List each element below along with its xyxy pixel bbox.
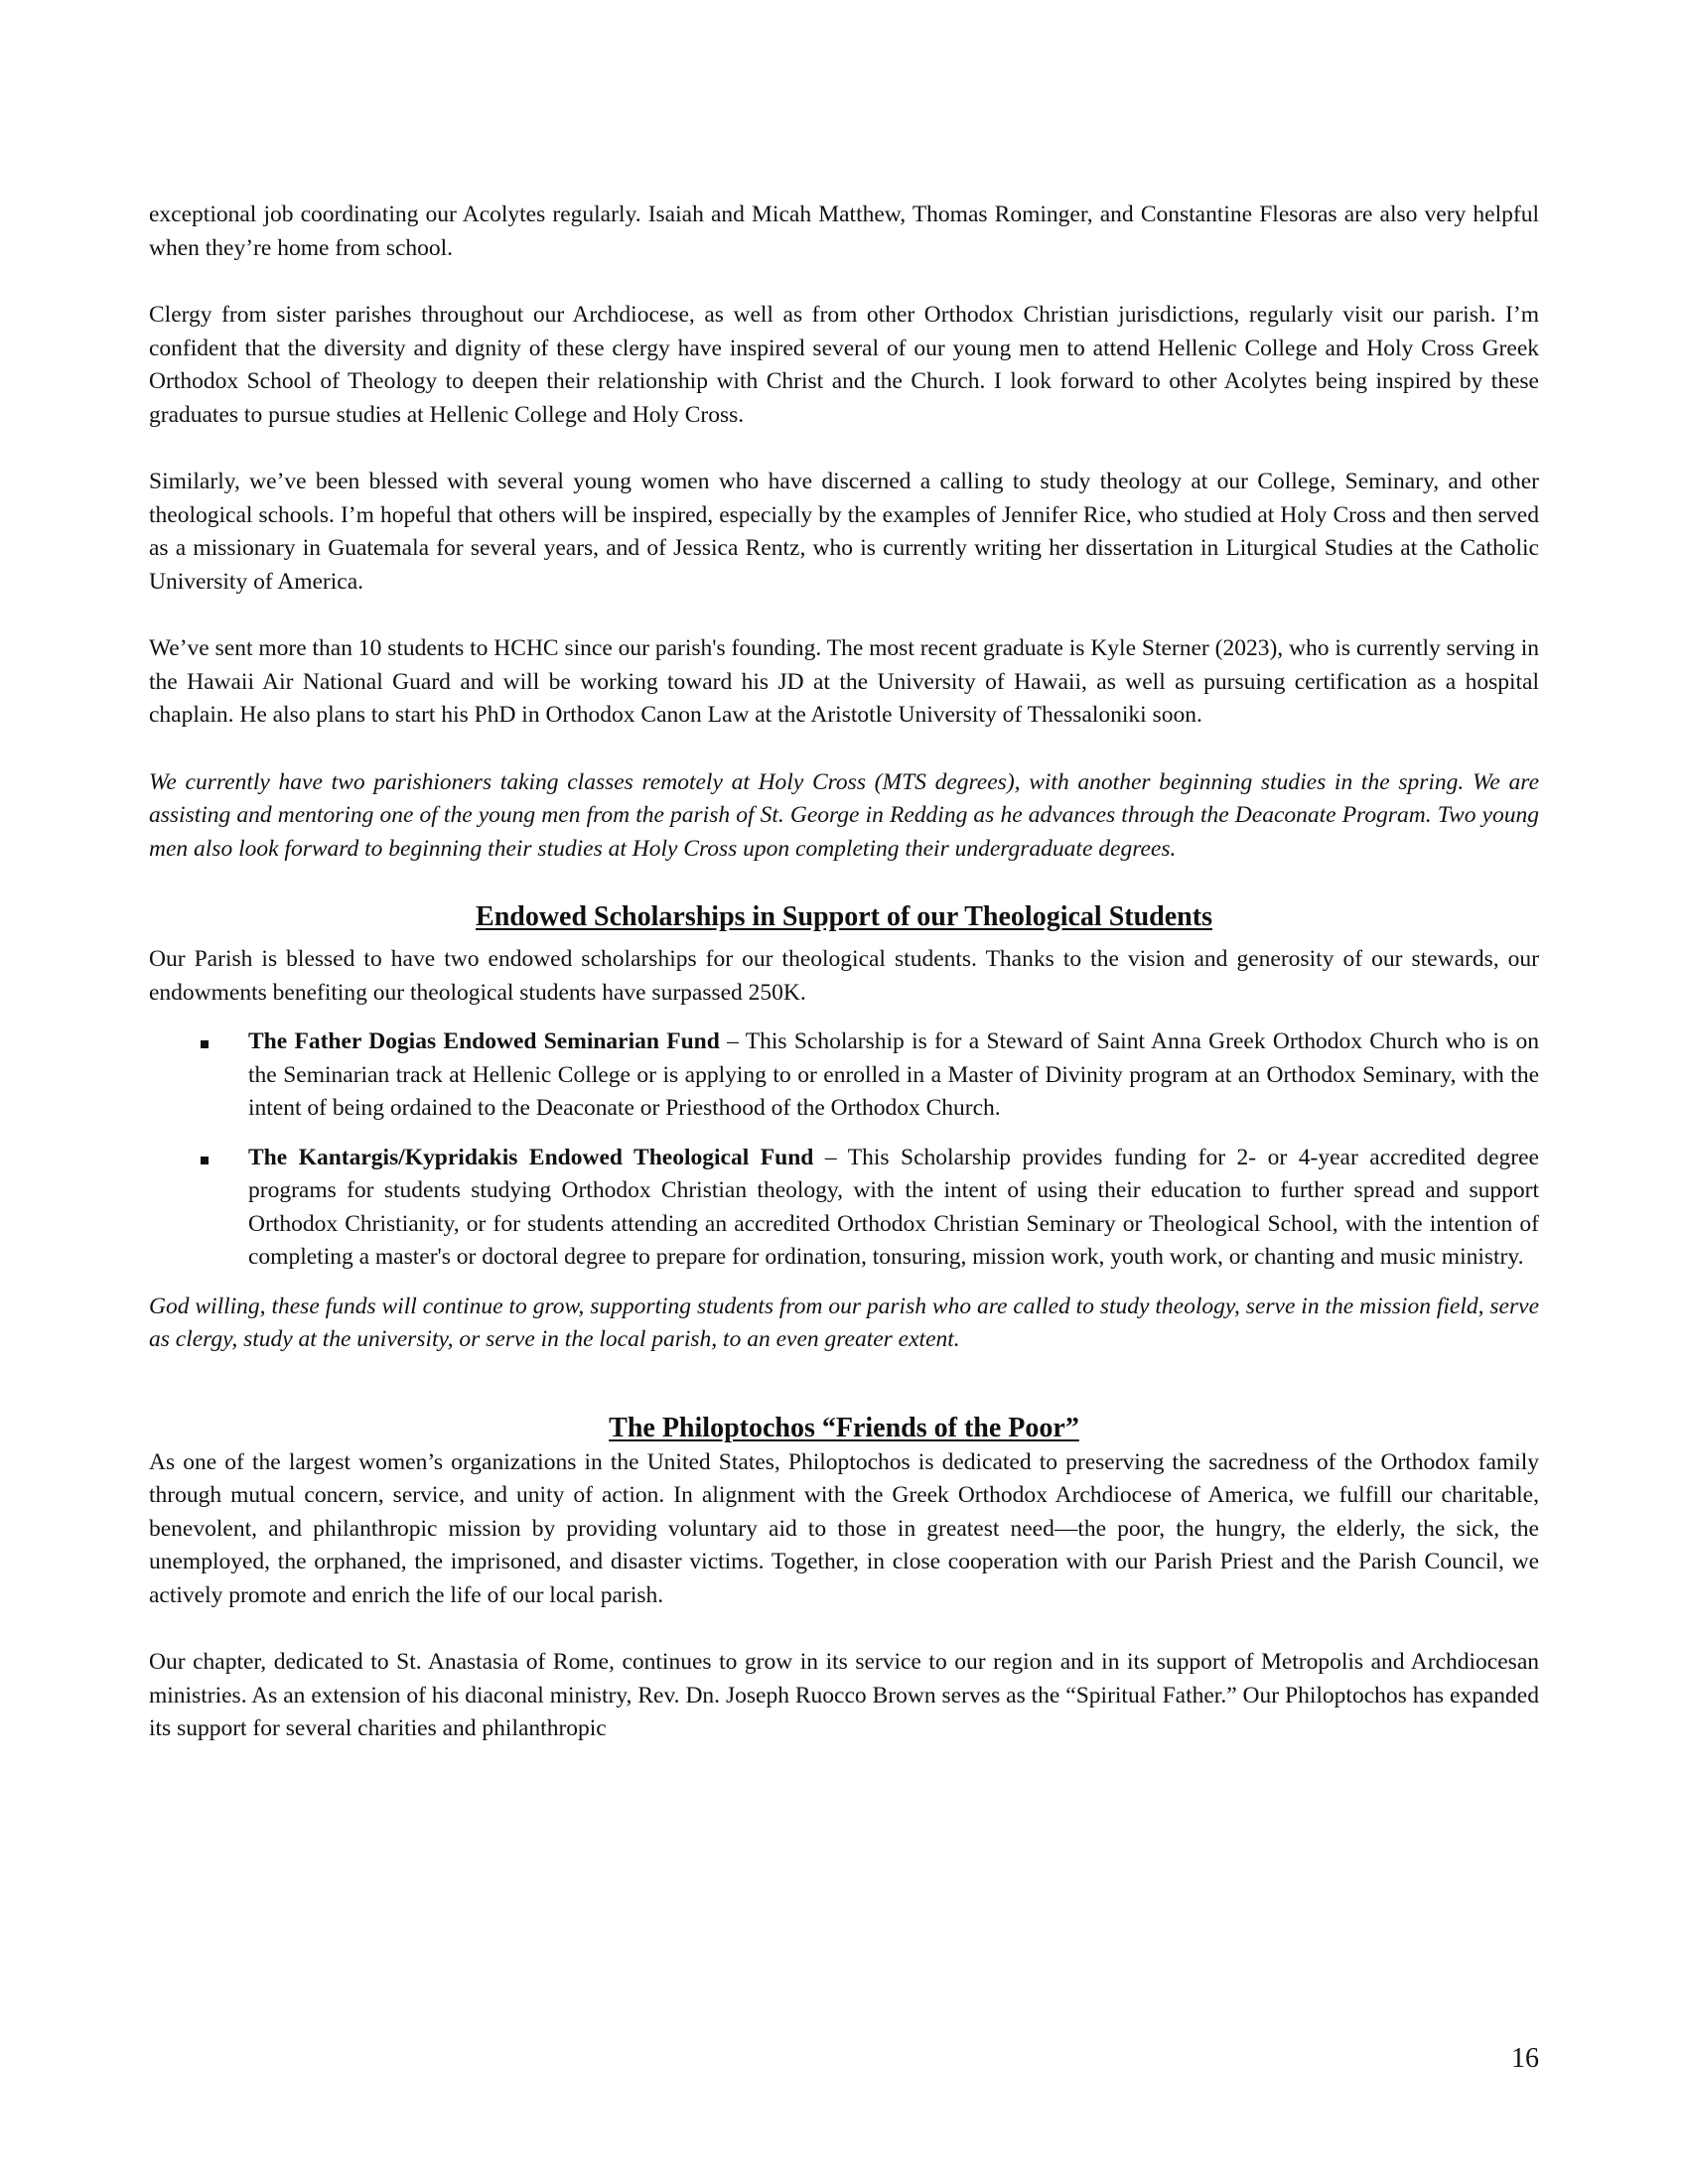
- list-item-kantargis-fund: [149, 1142, 1539, 1275]
- paragraph-philoptochos-mission: As one of the largest women’s organizations in the United States, Philoptochos is dedicated to preserving the sacredness of the Orthodox family through mutual concern, service, and unity of action. In alignment with the Greek Orthodox Archdiocese of America, we fulfill our charitable, benevolent, and philanthropic mission by providing voluntary aid to those in greatest need—the poor, the hungry, the elderly, the sick, the unemployed, the orphaned, the imprisoned, and disaster victims. Together, in close cooperation with our Parish Priest and the Parish Council, we actively promote and enrich the life of our local parish.: [149, 1448, 1539, 1608]
- list-item-dogias-fund: [149, 1025, 1539, 1126]
- fund-list: [149, 1025, 1539, 1275]
- fund-description: – This Scholarship is for a Steward of Saint Anna Greek Orthodox Church who is on the Seminarian track at Hellenic College or is applying to or enrolled in a Master of Divinity program at an Orthodox Seminary, with the intent of being ordained to the Deaconate or Priesthood of the Orthodox Church.: [248, 1028, 1539, 1121]
- paragraph-clergy: Clergy from sister parishes throughout our Archdiocese, as well as from other Orthodox Christian jurisdictions, regularly visit our parish. I’m confident that the diversity and dignity of these clergy have inspired several of our young men to attend Hellenic College and Holy Cross Greek Orthodox School of Theology to deepen their relationship with Christ and the Church. I look forward to other Acolytes being inspired by these graduates to pursue studies at Hellenic College and Holy Cross.: [149, 302, 1539, 428]
- fund-name: The Father Dogias Endowed Seminarian Fund: [248, 1028, 720, 1054]
- paragraph-scholarships-closing: God willing, these funds will continue to grow, supporting students from our parish who are called to study theology, serve in the mission field, serve as clergy, study at the university, or serve in the local parish, to an even greater extent.: [149, 1293, 1539, 1352]
- heading-philoptochos: The Philoptochos “Friends of the Poor”: [609, 1412, 1079, 1443]
- paragraph-young-women: Similarly, we’ve been blessed with several young women who have discerned a calling to study theology at our College, Seminary, and other theological schools. I’m hopeful that others will be inspired, especially by the examples of Jennifer Rice, who studied at Holy Cross and then served as a missionary in Guatemala for several years, and of Jessica Rentz, who is currently writing her dissertation in Liturgical Studies at the Catholic University of America.: [149, 469, 1539, 595]
- paragraph-acolytes: exceptional job coordinating our Acolytes regularly. Isaiah and Micah Matthew, Thomas Rominger, and Constantine Flesoras are also very helpful when they’re home from school.: [149, 202, 1539, 261]
- bullet-square-icon: [201, 1040, 209, 1048]
- fund-name: The Kantargis/Kypridakis Endowed Theological Fund: [248, 1144, 814, 1170]
- page-content: [149, 199, 1539, 1780]
- paragraph-scholarships-intro: Our Parish is blessed to have two endowed scholarships for our theological students. Thanks to the vision and generosity of our stewards, our endowments benefiting our theological students have surpassed 250K.: [149, 946, 1539, 1006]
- fund-description: – This Scholarship provides funding for 2- or 4-year accredited degree programs for students studying Orthodox Christian theology, with the intent of using their education to further spread and support Orthodox Christianity, or for students attending an accredited Orthodox Christian Seminary or Theological School, with the intention of completing a master's or doctoral degree to prepare for ordination, tonsuring, mission work, youth work, or chanting and music ministry.: [248, 1144, 1539, 1270]
- bullet-square-icon: [201, 1157, 209, 1164]
- paragraph-philoptochos-chapter: Our chapter, dedicated to St. Anastasia of Rome, continues to grow in its service to our region and in its support of Metropolis and Archdiocesan ministries. As an extension of his diaconal ministry, Rev. Dn. Joseph Ruocco Brown serves as the “Spiritual Father.” Our Philoptochos has expanded its support for several charities and philanthropic: [149, 1649, 1539, 1741]
- paragraph-hchc-students: We’ve sent more than 10 students to HCHC since our parish's founding. The most recent graduate is Kyle Sterner (2023), who is currently serving in the Hawaii Air National Guard and will be working toward his JD at the University of Hawaii, as well as pursuing certification as a hospital chaplain. He also plans to start his PhD in Orthodox Canon Law at the Aristotle University of Thessaloniki soon.: [149, 635, 1539, 728]
- page-number: 16: [1511, 2043, 1539, 2074]
- paragraph-current-students: We currently have two parishioners taking classes remotely at Holy Cross (MTS degrees), with another beginning studies in the spring. We are assisting and mentoring one of the young men from the parish of St. George in Redding as he advances through the Deaconate Program. Two young men also look forward to beginning their studies at Holy Cross upon completing their undergraduate degrees.: [149, 768, 1539, 862]
- heading-endowed-scholarships: Endowed Scholarships in Support of our Theological Students: [476, 901, 1212, 932]
